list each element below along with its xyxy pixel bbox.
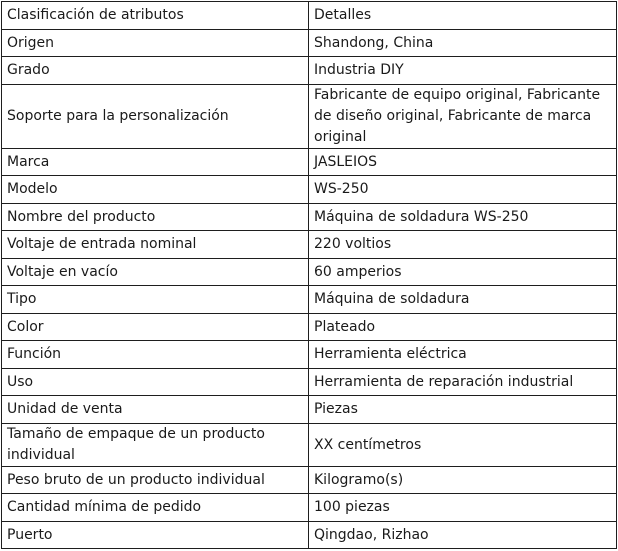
table-row: [2, 57, 617, 85]
attribute-cell: Modelo: [2, 176, 309, 204]
detail-cell: 60 amperios: [309, 259, 617, 286]
attribute-cell: Origen: [2, 30, 309, 57]
attribute-cell: Puerto: [2, 522, 309, 549]
detail-cell: Industria DIY: [309, 57, 617, 85]
table-row: [2, 259, 617, 286]
detail-cell: Shandong, China: [309, 30, 617, 57]
attribute-cell: Cantidad mínima de pedido: [2, 494, 309, 522]
attribute-cell: Uso: [2, 369, 309, 396]
attribute-cell: Tipo: [2, 286, 309, 314]
attribute-cell: Marca: [2, 149, 309, 176]
attribute-cell: Color: [2, 314, 309, 341]
attribute-cell: Unidad de venta: [2, 396, 309, 424]
table-header-row: [2, 2, 617, 30]
detail-cell: Herramienta eléctrica: [309, 341, 617, 369]
attribute-cell: Voltaje en vacío: [2, 259, 309, 286]
table-row: [2, 522, 617, 549]
detail-cell: Máquina de soldadura: [309, 286, 617, 314]
table-row: [2, 85, 617, 149]
table-row: [2, 286, 617, 314]
attribute-cell: Soporte para la personalización: [2, 85, 309, 149]
detail-cell: XX centímetros: [309, 424, 617, 467]
attribute-cell: Nombre del producto: [2, 204, 309, 231]
table-row: [2, 424, 617, 467]
detail-cell: Qingdao, Rizhao: [309, 522, 617, 549]
table-row: [2, 494, 617, 522]
table-row: [2, 314, 617, 341]
detail-cell: 220 voltios: [309, 231, 617, 259]
header-attribute-cell: Clasificación de atributos: [2, 2, 309, 30]
table-row: [2, 369, 617, 396]
table-row: [2, 30, 617, 57]
attribute-cell: Grado: [2, 57, 309, 85]
header-detail-cell: Detalles: [309, 2, 617, 30]
table-row: [2, 467, 617, 494]
table-row: [2, 341, 617, 369]
detail-cell: JASLEIOS: [309, 149, 617, 176]
attribute-cell: Tamaño de empaque de un producto individual: [2, 424, 309, 467]
attribute-cell: Función: [2, 341, 309, 369]
detail-cell: Herramienta de reparación industrial: [309, 369, 617, 396]
detail-cell: 100 piezas: [309, 494, 617, 522]
table-row: [2, 176, 617, 204]
detail-cell: Piezas: [309, 396, 617, 424]
detail-cell: Plateado: [309, 314, 617, 341]
attribute-cell: Voltaje de entrada nominal: [2, 231, 309, 259]
attribute-cell: Peso bruto de un producto individual: [2, 467, 309, 494]
table-row: [2, 204, 617, 231]
table-row: [2, 396, 617, 424]
detail-cell: WS-250: [309, 176, 617, 204]
table-row: [2, 149, 617, 176]
detail-cell: Máquina de soldadura WS-250: [309, 204, 617, 231]
table-row: [2, 231, 617, 259]
detail-cell: Kilogramo(s): [309, 467, 617, 494]
detail-cell: Fabricante de equipo original, Fabricante de diseño original, Fabricante de marca original: [309, 85, 617, 149]
attributes-table: [1, 1, 617, 549]
